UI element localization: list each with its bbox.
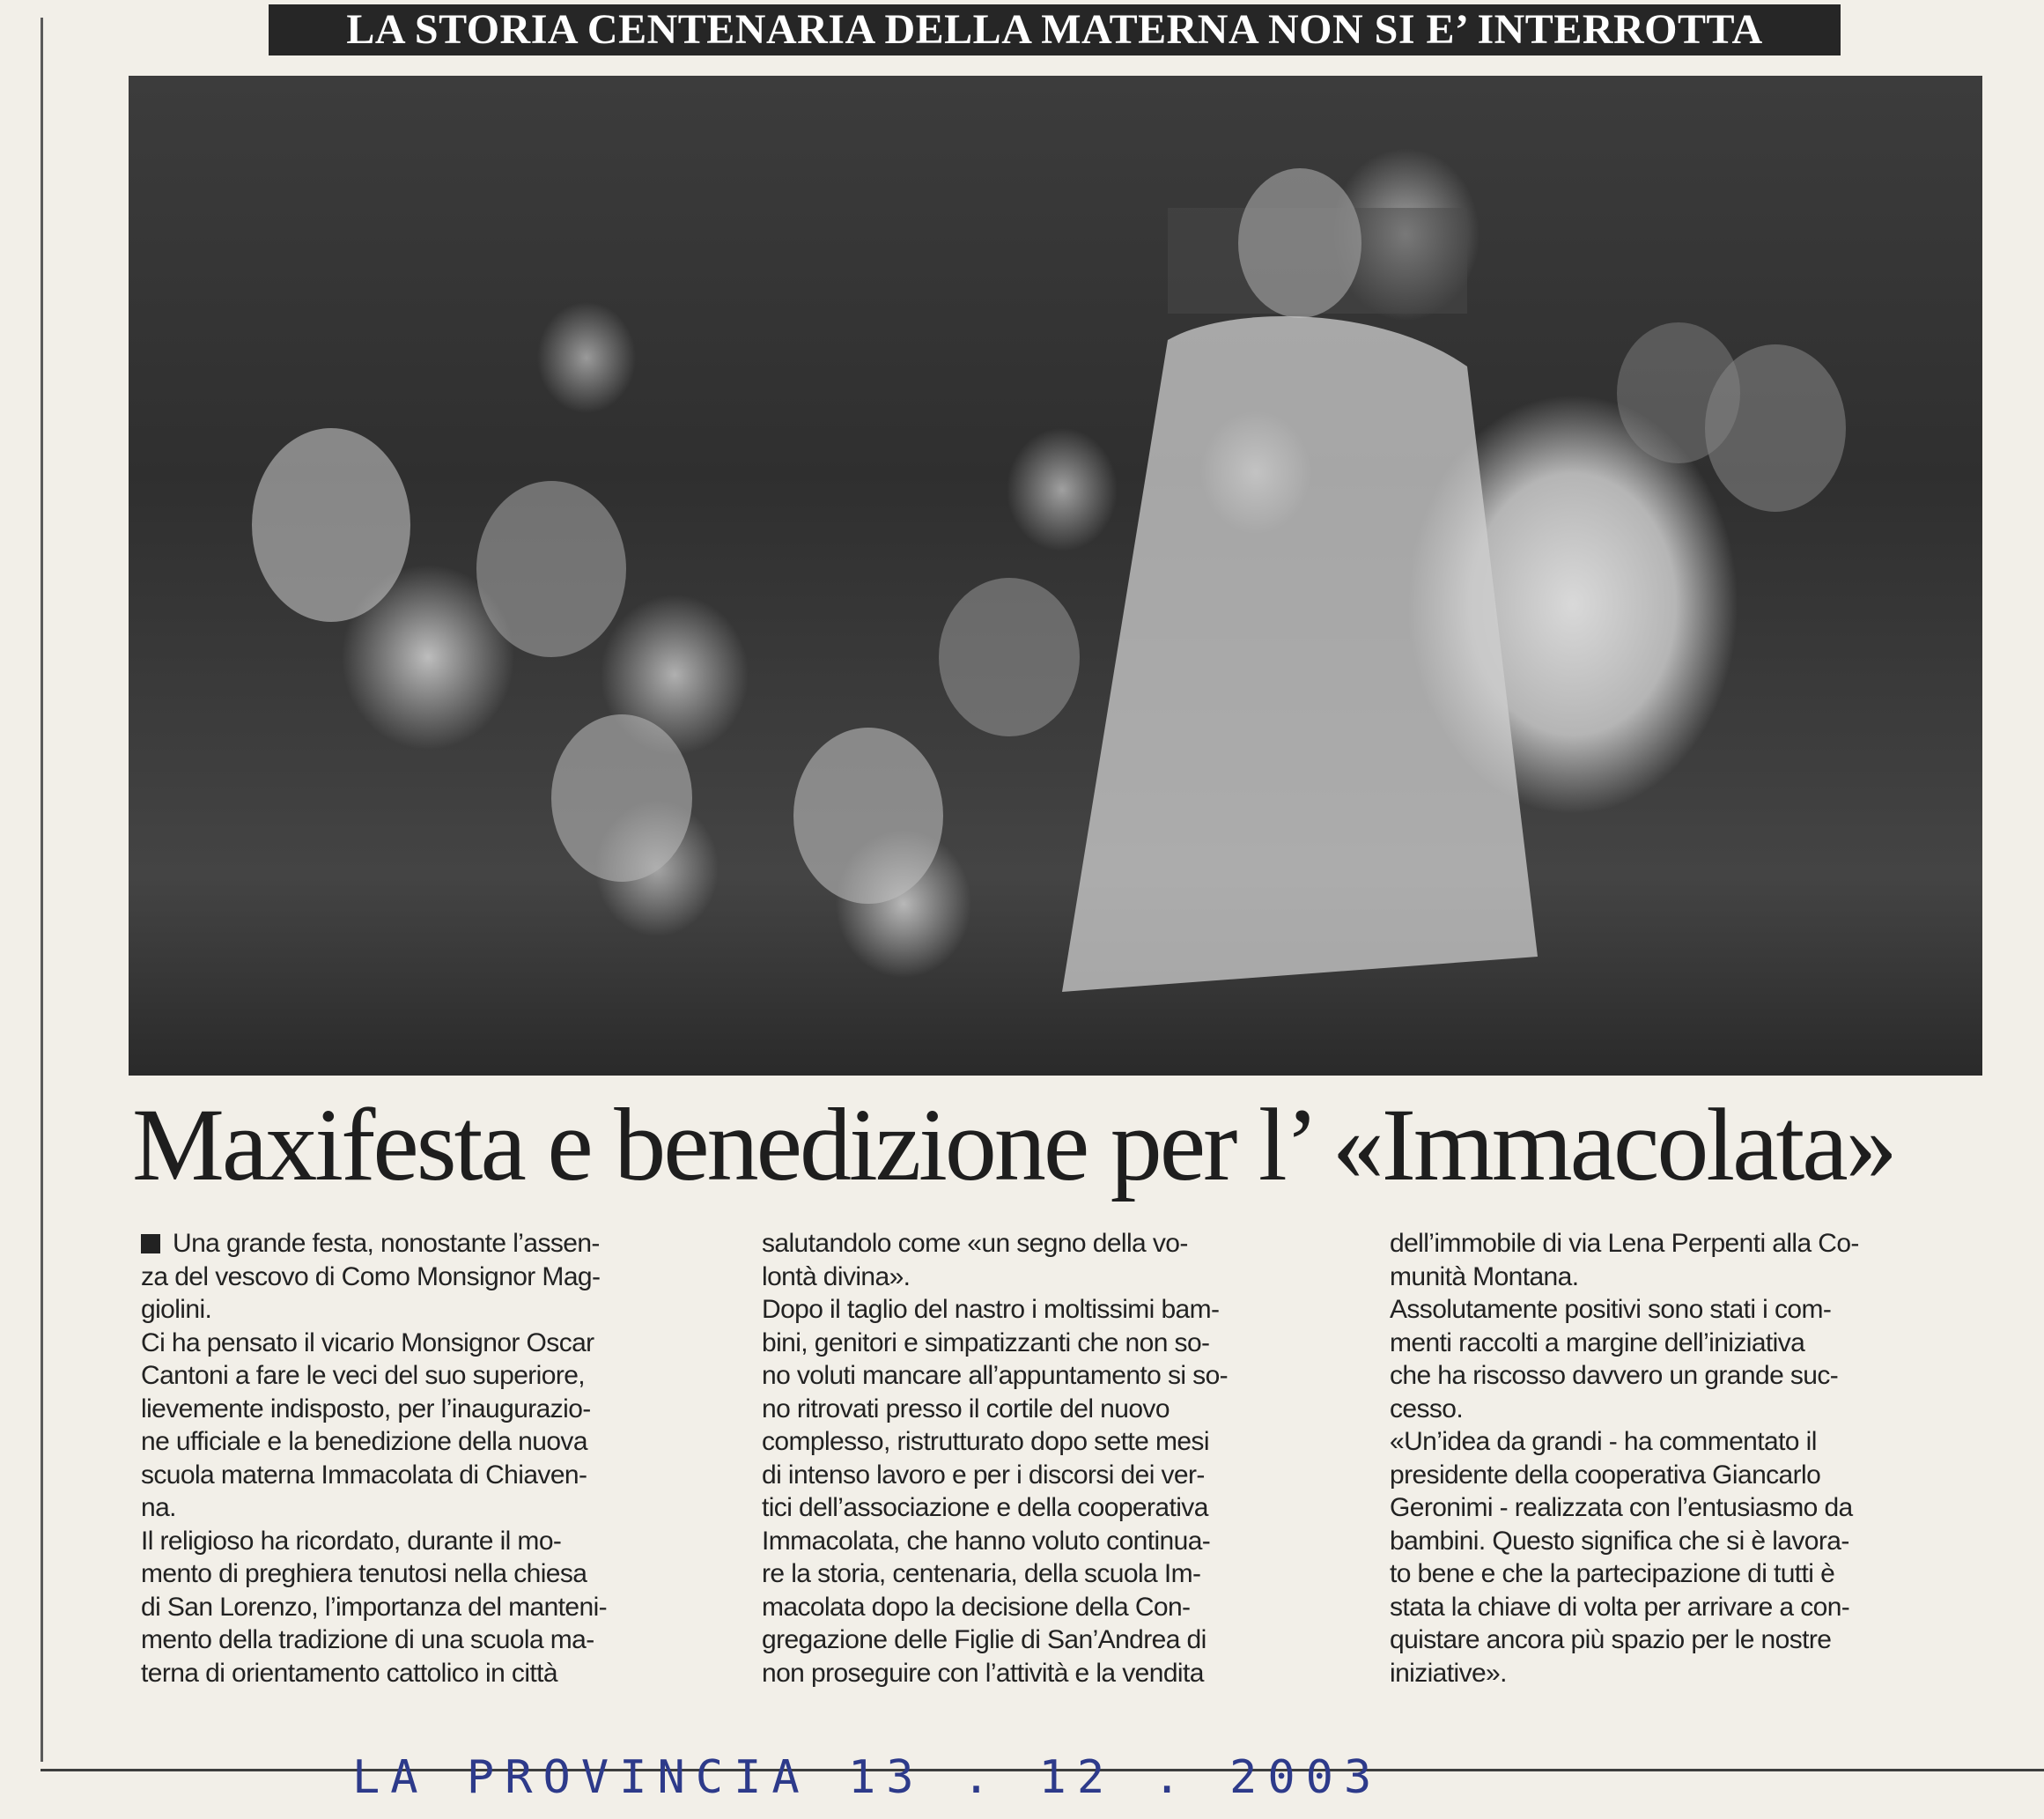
body-line: to bene e che la partecipazione di tutti è — [1390, 1559, 1835, 1588]
body-line: iniziative». — [1390, 1658, 1507, 1688]
article-column-3 — [1390, 1227, 1900, 1690]
body-line: re la storia, centenaria, della scuola Im- — [762, 1559, 1201, 1588]
adjacent-article-bleed — [1982, 76, 2044, 1749]
article-body — [141, 1227, 1859, 1756]
body-line: Immacolata, che hanno voluto continua- — [762, 1526, 1211, 1556]
body-line: no voluti mancare all’appuntamento si so- — [762, 1361, 1229, 1390]
body-line: stata la chiave di volta per arrivare a con- — [1390, 1592, 1850, 1622]
article-column-1 — [141, 1227, 652, 1690]
body-line — [141, 1227, 652, 1261]
body-line: lievemente indisposto, per l’inaugurazio- — [141, 1394, 591, 1423]
body-line: ne ufficiale e la benedizione della nuova — [141, 1427, 587, 1456]
article-headline: Maxifesta e benedizione per l’ «Immacolata» — [132, 1087, 1895, 1202]
body-line: menti raccolti a margine dell’iniziativa — [1390, 1327, 1805, 1357]
body-line-text: Una grande festa, nonostante l’assen- — [173, 1229, 600, 1258]
body-line: mento di preghiera tenutosi nella chiesa — [141, 1559, 587, 1588]
article-photo — [129, 76, 1982, 1076]
body-line: lontà divina». — [762, 1261, 911, 1291]
body-line: Assolutamente positivi sono stati i com- — [1390, 1295, 1832, 1324]
handwritten-source-note: LA PROVINCIA 13 . 12 . 2003 — [352, 1751, 1383, 1804]
body-line: complesso, ristrutturato dopo sette mesi — [762, 1427, 1209, 1456]
body-line: non proseguire con l’attività e la vendita — [762, 1658, 1204, 1688]
body-line: terna di orientamento cattolico in città — [141, 1658, 557, 1688]
body-line: mento della tradizione di una scuola ma- — [141, 1625, 594, 1654]
body-line: tici dell’associazione e della cooperativa — [762, 1493, 1208, 1522]
body-line: za del vescovo di Como Monsignor Mag- — [141, 1261, 601, 1291]
article-column-2 — [762, 1227, 1273, 1690]
body-line: dell’immobile di via Lena Perpenti alla Co- — [1390, 1229, 1859, 1258]
body-line: bambini. Questo significa che si è lavora- — [1390, 1526, 1849, 1556]
body-line: salutandolo come «un segno della vo- — [762, 1229, 1188, 1258]
body-line: scuola materna Immacolata di Chiaven- — [141, 1460, 587, 1490]
body-line: «Un’idea da grandi - ha commentato il — [1390, 1427, 1817, 1456]
paragraph-marker-icon — [141, 1234, 160, 1253]
clipping-left-border — [41, 18, 43, 1762]
body-line: che ha riscosso davvero un grande suc- — [1390, 1361, 1839, 1390]
body-line: Ci ha pensato il vicario Monsignor Oscar — [141, 1327, 594, 1357]
body-line: giolini. — [141, 1295, 212, 1324]
body-line: macolata dopo la decisione della Con- — [762, 1592, 1191, 1622]
body-line: Cantoni a fare le veci del suo superiore, — [141, 1361, 586, 1390]
body-line: na. — [141, 1493, 176, 1522]
photo-shapes — [129, 76, 1982, 1076]
body-line: Geronimi - realizzata con l’entusiasmo da — [1390, 1493, 1853, 1522]
body-line: quistare ancora più spazio per le nostre — [1390, 1625, 1832, 1654]
body-line: munità Montana. — [1390, 1261, 1579, 1291]
body-line: cesso. — [1390, 1394, 1464, 1423]
body-line: di San Lorenzo, l’importanza del manteni- — [141, 1592, 608, 1622]
body-line: presidente della cooperativa Giancarlo — [1390, 1460, 1821, 1490]
body-line: Il religioso ha ricordato, durante il mo- — [141, 1526, 562, 1556]
body-line: no ritrovati presso il cortile del nuovo — [762, 1394, 1170, 1423]
body-line: Dopo il taglio del nastro i moltissimi bam- — [762, 1295, 1220, 1324]
body-line: di intenso lavoro e per i discorsi dei ver- — [762, 1460, 1205, 1490]
body-line: bini, genitori e simpatizzanti che non so- — [762, 1327, 1210, 1357]
article-kicker: LA STORIA CENTENARIA DELLA MATERNA NON SI E’ INTERROTTA — [269, 4, 1841, 55]
body-line: gregazione delle Figlie di San’Andrea di — [762, 1625, 1206, 1654]
